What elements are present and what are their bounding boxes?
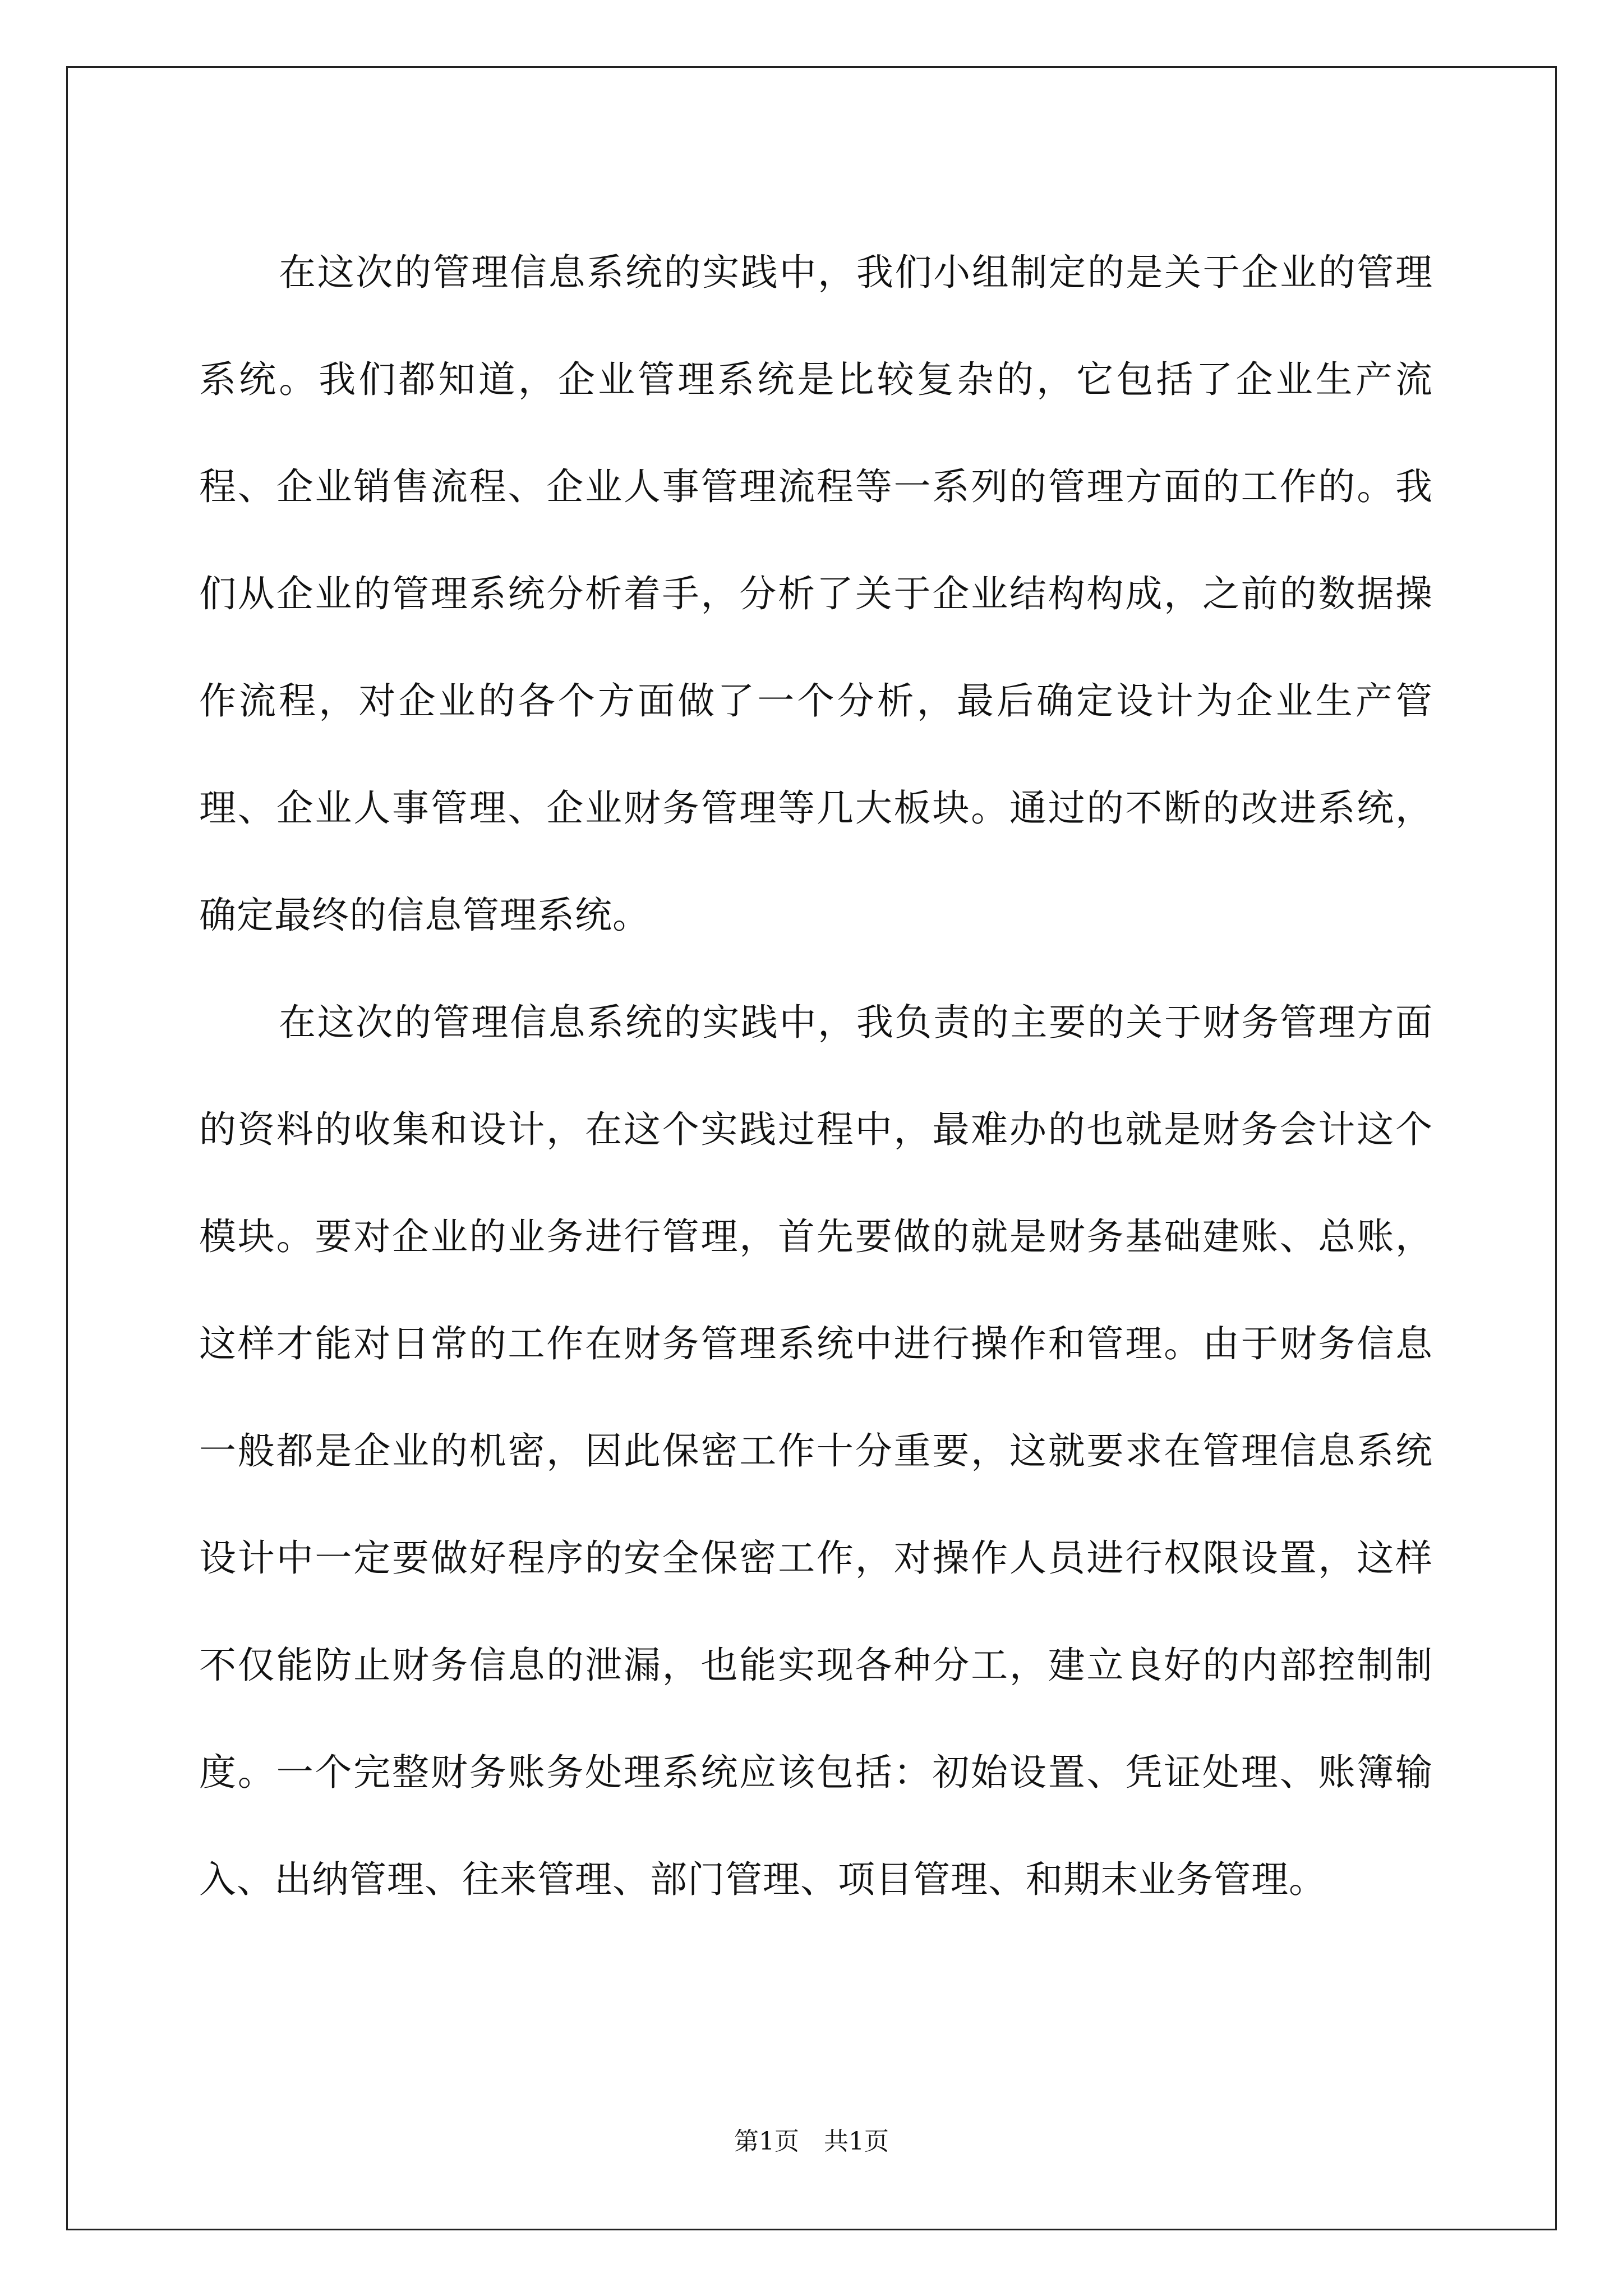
document-body [199, 219, 1433, 1933]
page-footer [0, 2125, 1623, 2159]
page-total: 共1页 [824, 2127, 889, 2156]
page-number: 第1页 [734, 2127, 799, 2156]
paragraph-1: 在这次的管理信息系统的实践中，我们小组制定的是关于企业的管理系统。我们都知道，企业管理系统是比较复杂的，它包括了企业生产流程、企业销售流程、企业人事管理流程等一系列的管理方面的工作的。我们从企业的管理系统分析着手，分析了关于企业结构构成，之前的数据操作流程，对企业的各个方面做了一个分析，最后确定设计为企业生产管理、企业人事管理、企业财务管理等几大板块。通过的不断的改进系统，确定最终的信息管理系统。 [199, 251, 1433, 937]
paragraph-2: 在这次的管理信息系统的实践中，我负责的主要的关于财务管理方面的资料的收集和设计，在这个实践过程中，最难办的也就是财务会计这个模块。要对企业的业务进行管理，首先要做的就是财务基础建账、总账，这样才能对日常的工作在财务管理系统中进行操作和管理。由于财务信息一般都是企业的机密，因此保密工作十分重要，这就要求在管理信息系统设计中一定要做好程序的安全保密工作，对操作人员进行权限设置，这样不仅能防止财务信息的泄漏，也能实现各种分工，建立良好的内部控制制度。一个完整财务账务处理系统应该包括：初始设置、凭证处理、账簿输入、出纳管理、往来管理、部门管理、项目管理、和期末业务管理。 [199, 1001, 1433, 1901]
